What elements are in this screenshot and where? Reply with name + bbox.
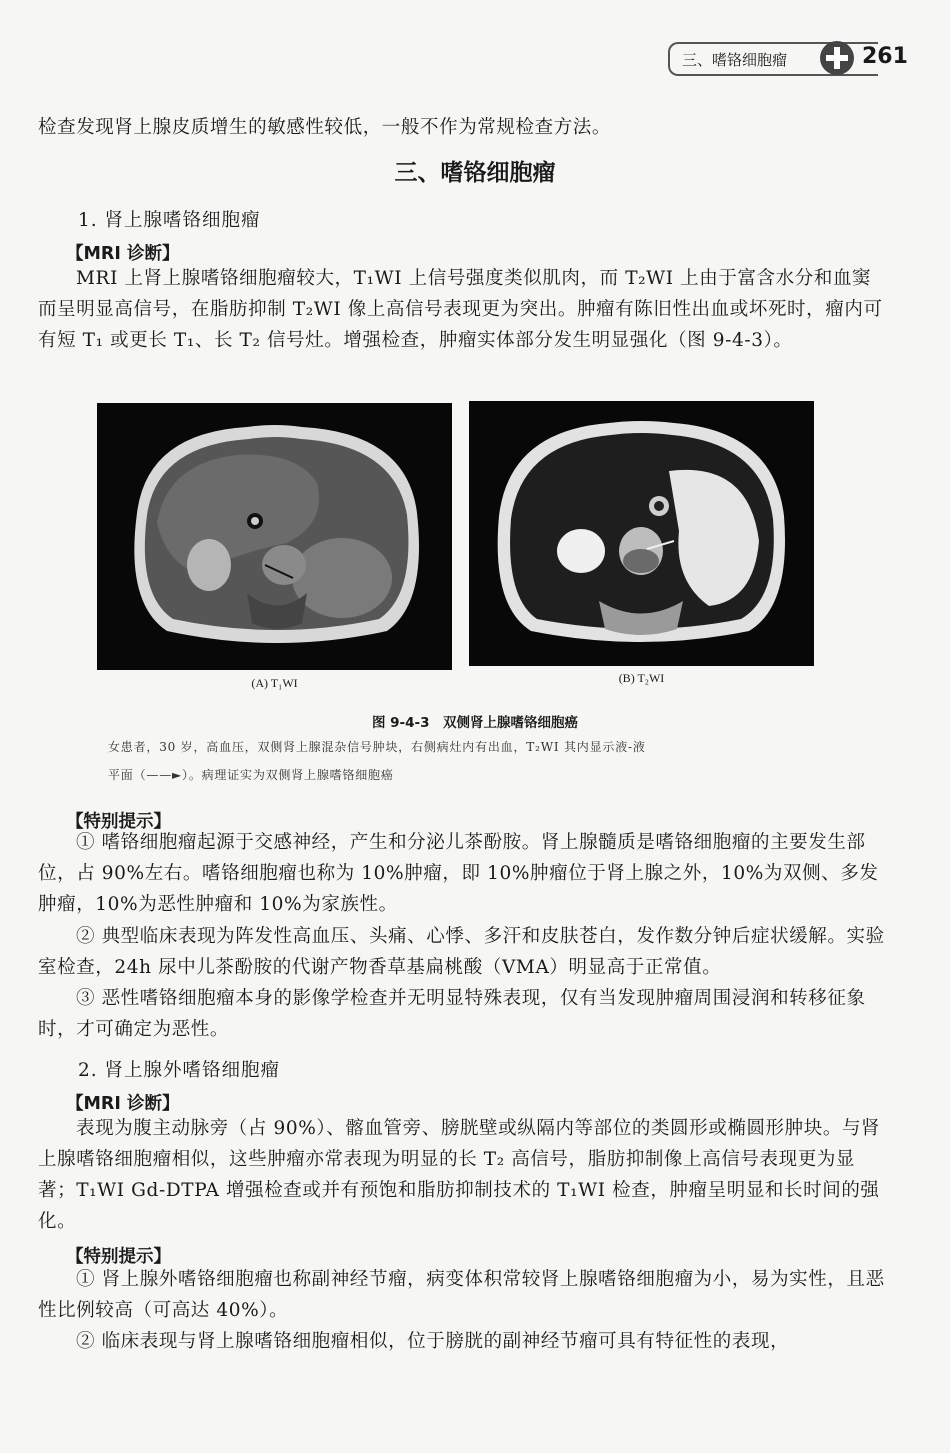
page-number: 261	[862, 44, 908, 69]
special-tips-heading-1: 【特别提示】	[66, 812, 171, 832]
tip-paragraph-1: ① 嗜铬细胞瘤起源于交感神经，产生和分泌儿茶酚胺。肾上腺髓质是嗜铬细胞瘤的主要发生部位，占 90%左右。嗜铬细胞瘤也称为 10%肿瘤，即 10%肿瘤位于肾上腺之外，10%为双侧、多发肿瘤，10%为恶性肿瘤和 10%为家族性。	[38, 832, 879, 915]
section-title: 三、嗜铬细胞瘤	[394, 160, 556, 186]
mri-paragraph-2: 表现为腹主动脉旁（占 90%）、髂血管旁、膀胱壁或纵隔内等部位的类圆形或椭圆形肿块。与肾上腺嗜铬细胞瘤相似，这些肿瘤亦常表现为明显的长 T₂ 高信号，脂肪抑制像上高信号表现更为显著；T₁WI Gd-DTPA 增强检查或并有预饱和脂肪抑制技术的 T₁WI 检查，肿瘤呈明显和长时间的强化。	[38, 1118, 881, 1232]
subsection-heading-2: 2. 肾上腺外嗜铬细胞瘤	[78, 1060, 281, 1081]
mri-paragraph-1: MRI 上肾上腺嗜铬细胞瘤较大，T₁WI 上信号强度类似肌肉，而 T₂WI 上由于富含水分和血窦而呈明显高信号，在脂肪抑制 T₂WI 像上高信号表现更为突出。肿瘤有陈旧性出血或坏死时，瘤内可有短 T₁ 或更长 T₁、长 T₂ 信号灶。增强检查，肿瘤实体部分发生明显强化（图 9-4-3）。	[38, 268, 883, 351]
figure-label-b: (B) T₂WI	[618, 671, 665, 685]
mri-image-t1wi	[97, 403, 452, 670]
paragraph-continuation: 检查发现肾上腺皮质增生的敏感性较低，一般不作为常规检查方法。	[38, 117, 612, 138]
mri-diagnosis-heading-2: 【MRI 诊断】	[66, 1094, 180, 1114]
mri-image-t2wi	[469, 401, 814, 666]
tip-paragraph-3: ③ 恶性嗜铬细胞瘤本身的影像学检查并无明显特殊表现，仅有当发现肿瘤周围浸润和转移征象时，才可确定为恶性。	[38, 988, 866, 1040]
tip-paragraph-4: ① 肾上腺外嗜铬细胞瘤也称副神经节瘤，病变体积常较肾上腺嗜铬细胞瘤为小，易为实性，且恶性比例较高（可高达 40%）。	[38, 1269, 885, 1321]
tip-paragraph-5: ② 临床表现与肾上腺嗜铬细胞瘤相似，位于膀胱的副神经节瘤可具有特征性的表现，	[76, 1331, 790, 1352]
figure-note-line-2: 平面（——►）。病理证实为双侧肾上腺嗜铬细胞癌	[108, 768, 394, 782]
figure-note-line-1: 女患者，30 岁，高血压，双侧肾上腺混杂信号肿块，右侧病灶内有出血，T₂WI 其内显示液-液	[108, 740, 646, 754]
chapter-tab-label: 三、嗜铬细胞瘤	[682, 50, 788, 69]
figure-caption: 图 9-4-3 双侧肾上腺嗜铬细胞癌	[371, 715, 579, 731]
tip-paragraph-2: ② 典型临床表现为阵发性高血压、头痛、心悸、多汗和皮肤苍白，发作数分钟后症状缓解。实验室检查，24h 尿中儿茶酚胺的代谢产物香草基扁桃酸（VMA）明显高于正常值。	[38, 926, 885, 978]
subsection-heading-1: 1. 肾上腺嗜铬细胞瘤	[78, 210, 261, 231]
special-tips-heading-2: 【特别提示】	[66, 1247, 171, 1267]
mri-diagnosis-heading-1: 【MRI 诊断】	[66, 244, 180, 264]
medical-cross-icon	[820, 41, 854, 75]
figure-label-a: (A) T₁WI	[251, 676, 298, 690]
